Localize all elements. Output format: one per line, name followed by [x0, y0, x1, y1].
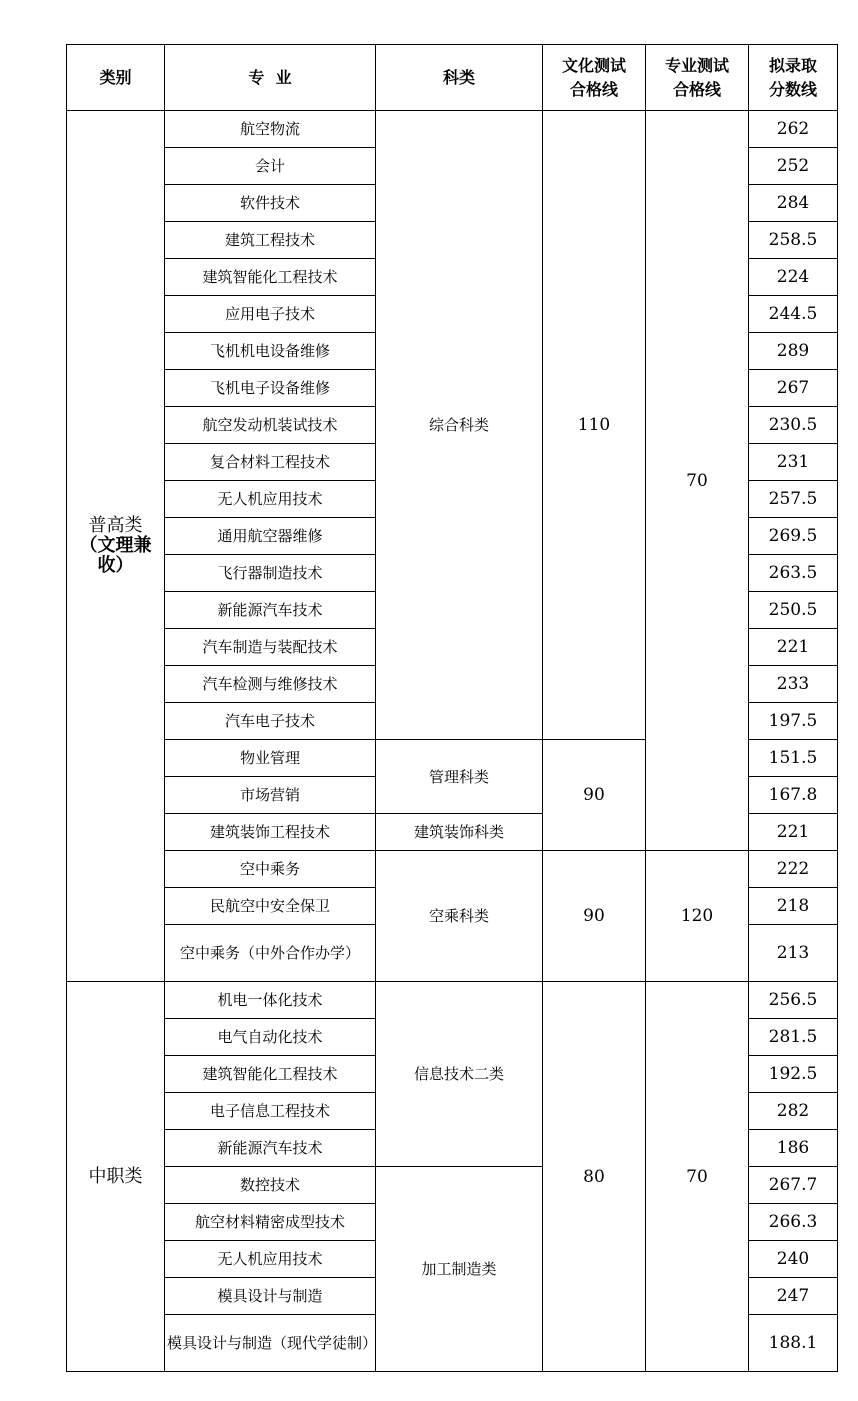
score-cell: 257.5 [749, 481, 838, 518]
header-major: 专 业 [165, 45, 376, 111]
score-cell: 282 [749, 1093, 838, 1130]
header-culture-line [543, 45, 646, 111]
score-cell: 192.5 [749, 1056, 838, 1093]
category-note: （文理兼收） [79, 535, 152, 576]
major-cell: 无人机应用技术 [165, 481, 376, 518]
major-cell: 建筑装饰工程技术 [165, 814, 376, 851]
score-cell: 221 [749, 629, 838, 666]
score-cell: 188.1 [749, 1315, 838, 1372]
major-cell: 会计 [165, 148, 376, 185]
major-cell: 电气自动化技术 [165, 1019, 376, 1056]
score-cell: 250.5 [749, 592, 838, 629]
score-cell: 263.5 [749, 555, 838, 592]
score-cell: 221 [749, 814, 838, 851]
table-row [67, 982, 838, 1019]
major-cell: 无人机应用技术 [165, 1241, 376, 1278]
score-cell: 233 [749, 666, 838, 703]
score-cell: 267.7 [749, 1167, 838, 1204]
table-row [67, 111, 838, 148]
culture-line-cell: 90 [543, 740, 646, 851]
score-cell: 151.5 [749, 740, 838, 777]
header-subject: 科类 [376, 45, 543, 111]
skill-line-cell: 120 [646, 851, 749, 982]
major-cell: 建筑智能化工程技术 [165, 1056, 376, 1093]
major-cell: 市场营销 [165, 777, 376, 814]
score-cell: 269.5 [749, 518, 838, 555]
subject-cell: 空乘科类 [376, 851, 543, 982]
score-cell: 240 [749, 1241, 838, 1278]
subject-cell: 建筑装饰科类 [376, 814, 543, 851]
category-vocational [67, 982, 165, 1372]
score-cell: 224 [749, 259, 838, 296]
major-cell: 飞机电子设备维修 [165, 370, 376, 407]
score-cell: 186 [749, 1130, 838, 1167]
score-cell: 231 [749, 444, 838, 481]
major-cell: 模具设计与制造 [165, 1278, 376, 1315]
subject-cell: 综合科类 [376, 111, 543, 740]
major-cell: 建筑工程技术 [165, 222, 376, 259]
header-culture-line-1: 文化测试 [561, 55, 626, 75]
subject-cell: 加工制造类 [376, 1167, 543, 1372]
culture-line-cell: 110 [543, 111, 646, 740]
score-cell: 281.5 [749, 1019, 838, 1056]
header-culture-line-2: 合格线 [569, 79, 618, 99]
score-cell: 289 [749, 333, 838, 370]
major-cell: 航空材料精密成型技术 [165, 1204, 376, 1241]
subject-cell: 管理科类 [376, 740, 543, 814]
table-row [67, 851, 838, 888]
score-cell: 230.5 [749, 407, 838, 444]
major-cell: 复合材料工程技术 [165, 444, 376, 481]
score-cell: 266.3 [749, 1204, 838, 1241]
major-cell: 应用电子技术 [165, 296, 376, 333]
score-cell: 262 [749, 111, 838, 148]
header-skill-line-1: 专业测试 [664, 55, 729, 75]
score-cell: 244.5 [749, 296, 838, 333]
score-cell: 284 [749, 185, 838, 222]
category-name: 中职类 [88, 1165, 143, 1187]
major-cell: 空中乘务 [165, 851, 376, 888]
subject-cell: 信息技术二类 [376, 982, 543, 1167]
major-cell: 航空物流 [165, 111, 376, 148]
score-cell: 218 [749, 888, 838, 925]
score-cell: 247 [749, 1278, 838, 1315]
major-cell: 数控技术 [165, 1167, 376, 1204]
skill-line-cell: 70 [646, 111, 749, 851]
score-cell: 222 [749, 851, 838, 888]
category-name: 普高类 [88, 515, 143, 536]
score-cell: 256.5 [749, 982, 838, 1019]
score-cell: 197.5 [749, 703, 838, 740]
header-score-line [749, 45, 838, 111]
major-cell: 民航空中安全保卫 [165, 888, 376, 925]
score-cell: 252 [749, 148, 838, 185]
major-cell: 飞机机电设备维修 [165, 333, 376, 370]
major-cell: 新能源汽车技术 [165, 1130, 376, 1167]
major-cell: 汽车检测与维修技术 [165, 666, 376, 703]
major-cell: 汽车电子技术 [165, 703, 376, 740]
major-cell: 建筑智能化工程技术 [165, 259, 376, 296]
culture-line-cell: 80 [543, 982, 646, 1372]
major-cell: 电子信息工程技术 [165, 1093, 376, 1130]
major-cell: 飞行器制造技术 [165, 555, 376, 592]
category-general-high [67, 111, 165, 982]
major-cell: 新能源汽车技术 [165, 592, 376, 629]
score-cell: 267 [749, 370, 838, 407]
header-skill-line-2: 合格线 [672, 79, 721, 99]
header-row [67, 45, 838, 111]
major-cell: 空中乘务（中外合作办学） [165, 925, 376, 982]
culture-line-cell: 90 [543, 851, 646, 982]
header-score-line-2: 分数线 [768, 79, 817, 99]
major-cell: 航空发动机装试技术 [165, 407, 376, 444]
score-cell: 167.8 [749, 777, 838, 814]
admission-score-table [66, 44, 838, 1372]
major-cell: 物业管理 [165, 740, 376, 777]
major-cell: 模具设计与制造（现代学徒制） [165, 1315, 376, 1372]
major-cell: 机电一体化技术 [165, 982, 376, 1019]
major-cell: 软件技术 [165, 185, 376, 222]
major-cell: 通用航空器维修 [165, 518, 376, 555]
header-skill-line [646, 45, 749, 111]
header-score-line-1: 拟录取 [768, 55, 817, 75]
skill-line-cell: 70 [646, 982, 749, 1372]
score-cell: 213 [749, 925, 838, 982]
major-cell: 汽车制造与装配技术 [165, 629, 376, 666]
score-cell: 258.5 [749, 222, 838, 259]
header-category: 类别 [67, 45, 165, 111]
